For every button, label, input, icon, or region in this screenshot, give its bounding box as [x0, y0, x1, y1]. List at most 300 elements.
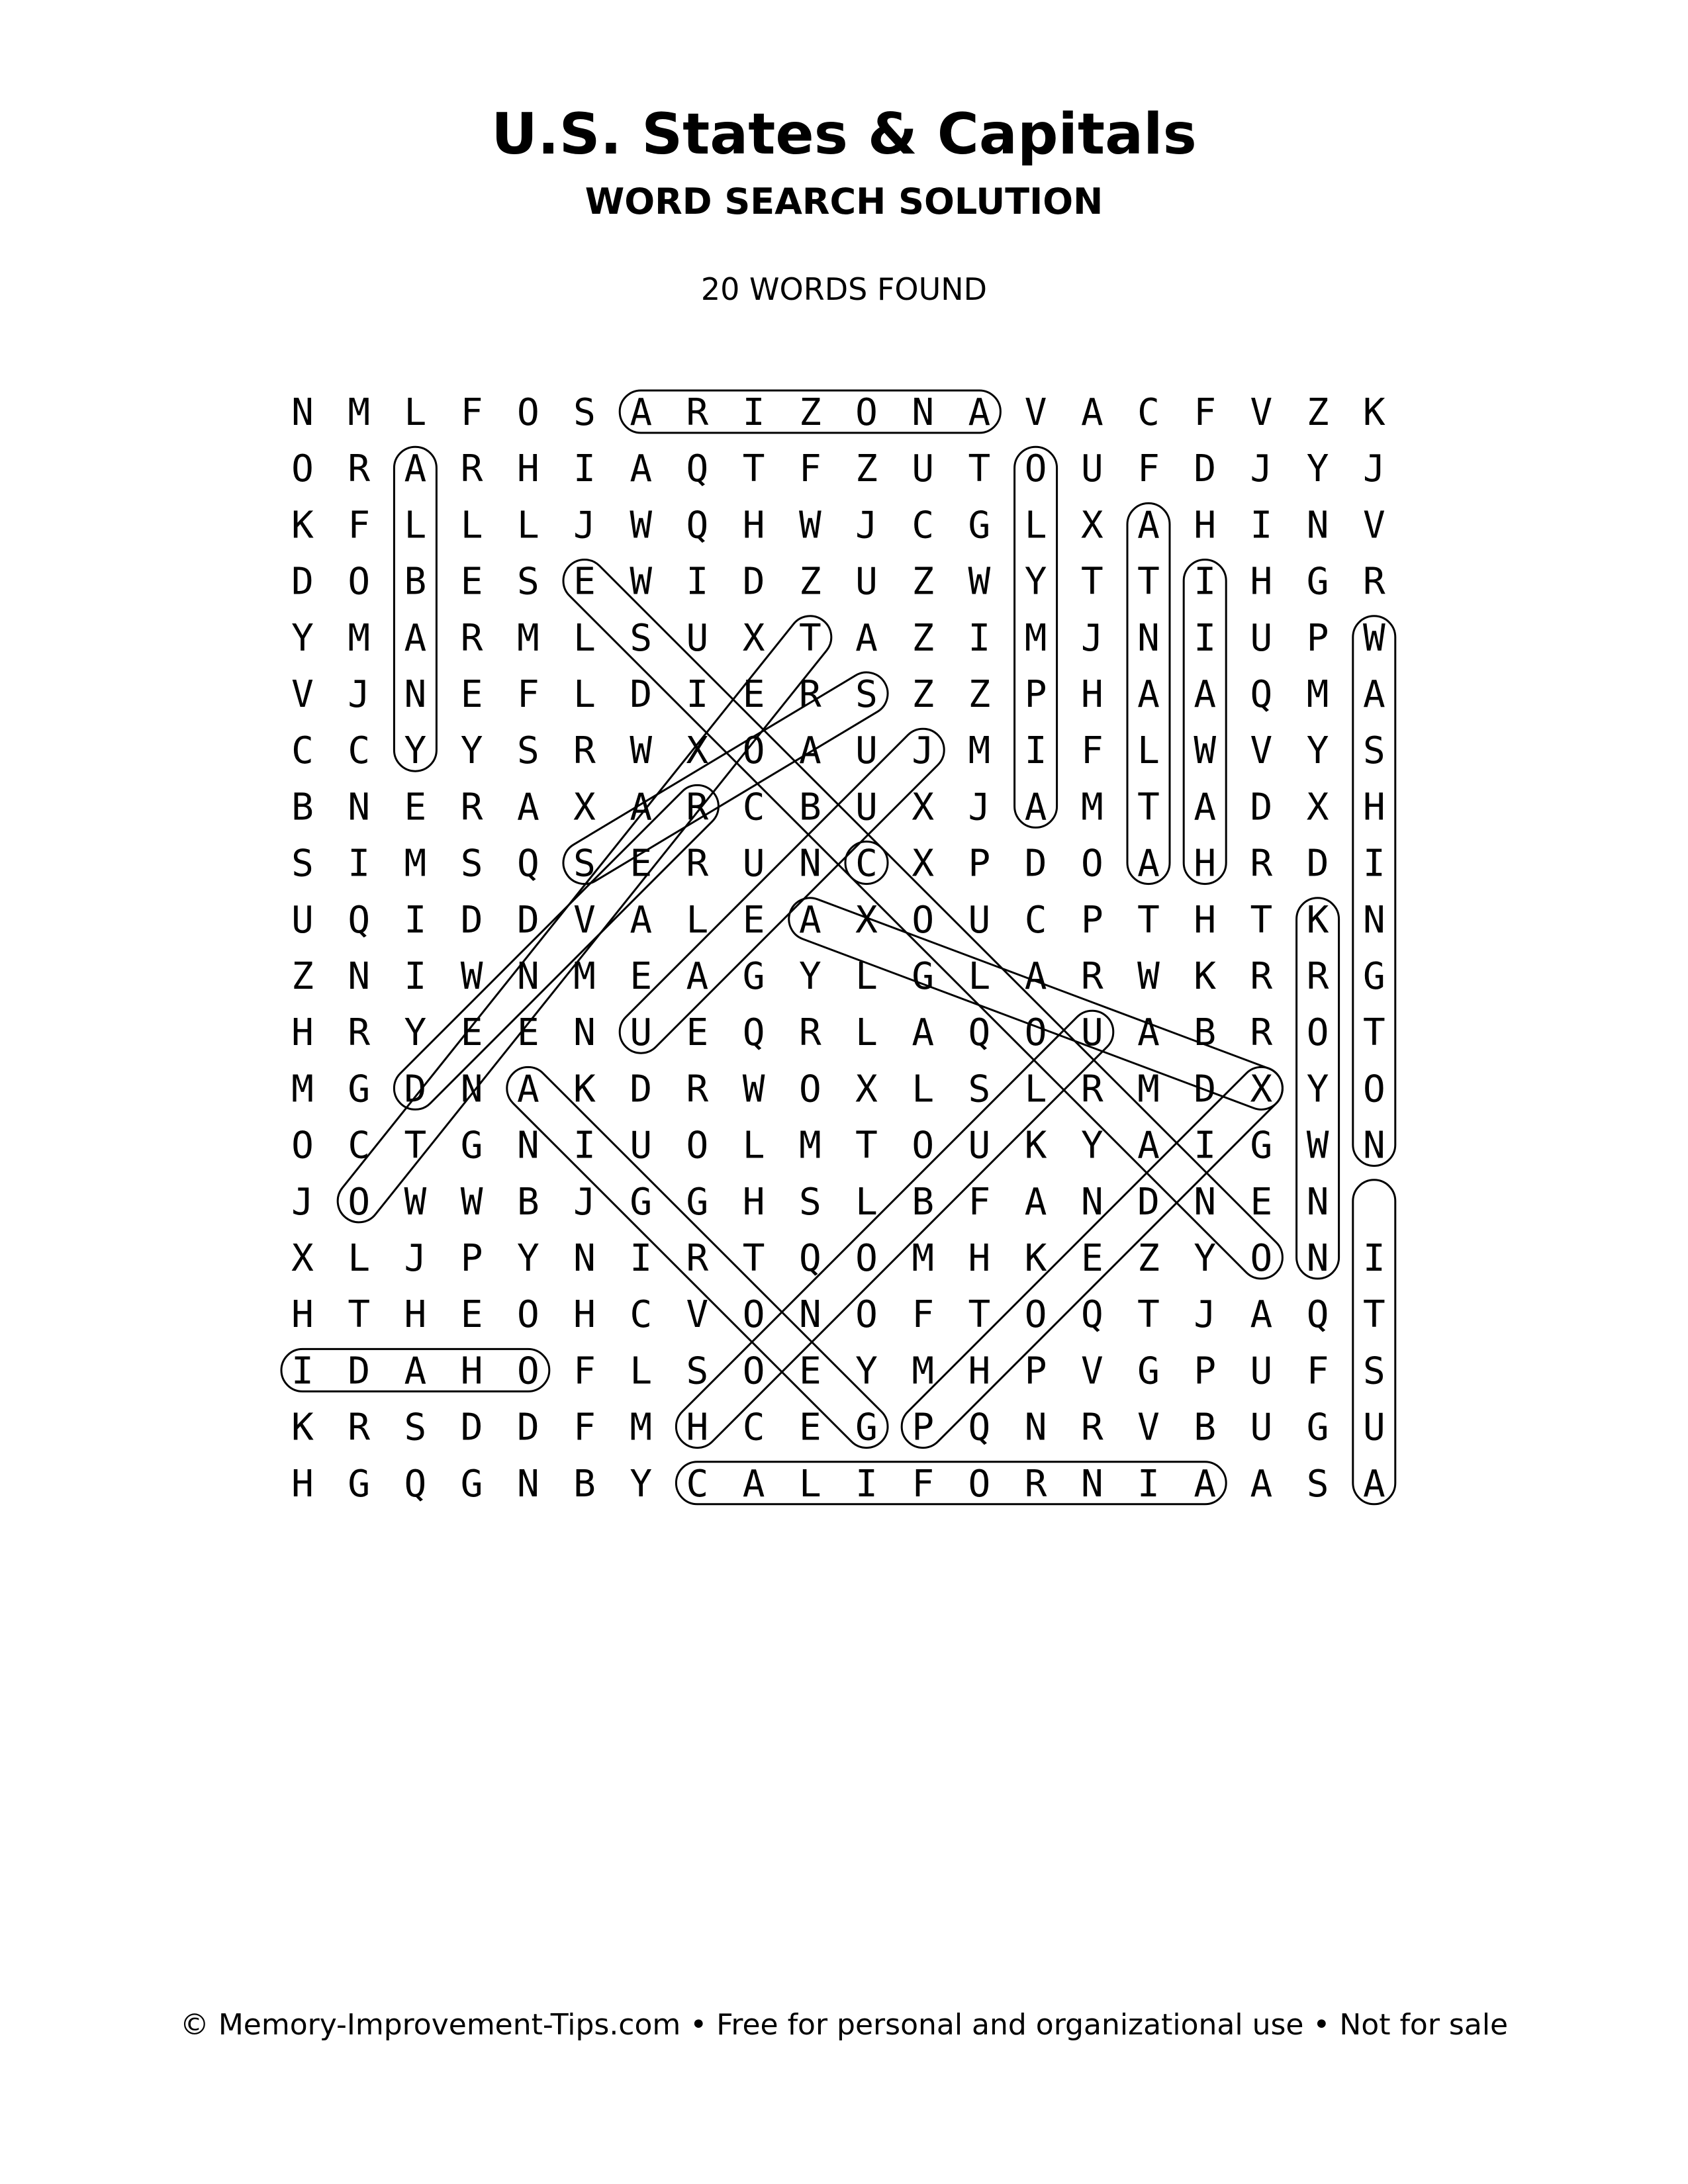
- grid-letter: G: [1362, 955, 1385, 998]
- grid-letter: O: [1024, 447, 1047, 491]
- grid-letter: Y: [630, 1462, 653, 1506]
- grid-letter: G: [1250, 1124, 1273, 1167]
- grid-letter: S: [1362, 729, 1385, 773]
- grid-letter: R: [1306, 955, 1329, 998]
- grid-letter: Y: [291, 616, 314, 660]
- grid-letter: O: [291, 1124, 314, 1167]
- grid-letter: M: [348, 616, 371, 660]
- grid-letter: I: [1362, 842, 1385, 886]
- grid-letter: Q: [968, 1011, 991, 1055]
- grid-letter: T: [1137, 786, 1160, 829]
- grid-letter: N: [291, 391, 314, 434]
- grid-letter: U: [686, 616, 709, 660]
- grid-letter: H: [291, 1462, 314, 1506]
- grid-letter: R: [1080, 1406, 1103, 1449]
- grid-letter: Y: [1306, 447, 1329, 491]
- grid-letter: I: [742, 391, 765, 434]
- grid-letter: O: [912, 898, 935, 942]
- grid-letter: D: [1194, 447, 1217, 491]
- grid-letter: H: [1194, 504, 1217, 547]
- word-loop: [611, 720, 953, 1062]
- grid-letter: D: [516, 898, 539, 942]
- grid-letter: R: [1080, 1068, 1103, 1111]
- grid-letter: O: [291, 447, 314, 491]
- grid-letter: H: [291, 1011, 314, 1055]
- grid-letter: T: [404, 1124, 427, 1167]
- grid-letter: W: [630, 729, 653, 773]
- grid-letter: W: [968, 560, 991, 604]
- grid-letter: O: [516, 1293, 539, 1337]
- grid-letter: R: [686, 1237, 709, 1280]
- grid-letter: D: [516, 1406, 539, 1449]
- grid-letter: R: [1080, 955, 1103, 998]
- grid-letter: M: [968, 729, 991, 773]
- grid-letter: F: [1306, 1349, 1329, 1393]
- grid-letter: J: [573, 1180, 596, 1224]
- grid-letter: T: [1137, 560, 1160, 604]
- grid-letter: Y: [1194, 1237, 1217, 1280]
- grid-letter: E: [630, 842, 653, 886]
- grid-letter: D: [742, 560, 765, 604]
- grid-letter: Y: [855, 1349, 878, 1393]
- grid-letter: G: [1306, 560, 1329, 604]
- grid-letter: S: [798, 1180, 821, 1224]
- grid-letter: B: [404, 560, 427, 604]
- grid-letter: X: [686, 729, 709, 773]
- grid-letter: R: [686, 1068, 709, 1111]
- grid-letter: U: [1080, 1011, 1103, 1055]
- grid-letter: G: [348, 1462, 371, 1506]
- grid-letter: M: [516, 616, 539, 660]
- grid-letter: K: [291, 1406, 314, 1449]
- grid-letter: R: [1024, 1462, 1047, 1506]
- grid-letter: D: [1194, 1068, 1217, 1111]
- grid-letter: I: [404, 898, 427, 942]
- grid-letter: R: [686, 391, 709, 434]
- grid-letter: E: [798, 1349, 821, 1393]
- grid-letter: V: [573, 898, 596, 942]
- grid-letter: Q: [686, 504, 709, 547]
- grid-letter: S: [630, 616, 653, 660]
- grid-letter: L: [798, 1462, 821, 1506]
- grid-letter: I: [1194, 1124, 1217, 1167]
- grid-letter: T: [968, 1293, 991, 1337]
- grid-letter: C: [686, 1462, 709, 1506]
- grid-letter: V: [1250, 391, 1273, 434]
- grid-letter: I: [1362, 1237, 1385, 1280]
- grid-letter: L: [404, 391, 427, 434]
- grid-letter: G: [686, 1180, 709, 1224]
- grid-letter: A: [1137, 673, 1160, 716]
- grid-letter: J: [1250, 447, 1273, 491]
- grid-letter: I: [573, 1124, 596, 1167]
- word-loop: [385, 776, 727, 1118]
- grid-letter: M: [798, 1124, 821, 1167]
- word-loop: [1184, 560, 1226, 884]
- grid-letter: L: [573, 616, 596, 660]
- grid-letter: A: [1024, 1180, 1047, 1224]
- grid-letter: U: [855, 786, 878, 829]
- grid-letter: M: [573, 955, 596, 998]
- grid-letter: N: [1194, 1180, 1217, 1224]
- grid-letter: N: [1080, 1180, 1103, 1224]
- grid-letter: Q: [348, 898, 371, 942]
- grid-letter: K: [291, 504, 314, 547]
- grid-letter: Z: [912, 673, 935, 716]
- grid-letter: W: [742, 1068, 765, 1111]
- grid-letter: X: [291, 1237, 314, 1280]
- grid-letter: A: [630, 447, 653, 491]
- grid-letter: N: [1306, 1237, 1329, 1280]
- grid-letter: O: [1250, 1237, 1273, 1280]
- grid-letter: D: [460, 1406, 483, 1449]
- grid-letter: A: [1250, 1462, 1273, 1506]
- grid-letter: D: [1024, 842, 1047, 886]
- grid-letter: N: [573, 1011, 596, 1055]
- grid-letter: C: [1137, 391, 1160, 434]
- grid-letter: T: [798, 616, 821, 660]
- grid-letter: O: [686, 1124, 709, 1167]
- grid-letter: F: [968, 1180, 991, 1224]
- grid-letter: Z: [912, 616, 935, 660]
- grid-letter: O: [516, 391, 539, 434]
- grid-letter: W: [1194, 729, 1217, 773]
- grid-letter: Y: [1306, 1068, 1329, 1111]
- grid-letter: C: [912, 504, 935, 547]
- grid-letter: F: [912, 1462, 935, 1506]
- grid-letter: X: [855, 898, 878, 942]
- grid-letter: E: [798, 1406, 821, 1449]
- grid-letter: C: [1024, 898, 1047, 942]
- grid-letter: C: [742, 786, 765, 829]
- grid-letter: J: [1194, 1293, 1217, 1337]
- grid-letter: R: [798, 673, 821, 716]
- grid-letter: S: [855, 673, 878, 716]
- grid-letter: R: [1250, 1011, 1273, 1055]
- grid-letter: L: [573, 673, 596, 716]
- grid-letter: U: [1362, 1406, 1385, 1449]
- grid-letter: Q: [1250, 673, 1273, 716]
- grid-letter: L: [912, 1068, 935, 1111]
- grid-letter: I: [1250, 504, 1273, 547]
- grid-letter: O: [742, 1349, 765, 1393]
- grid-letter: M: [1080, 786, 1103, 829]
- grid-letter: W: [798, 504, 821, 547]
- grid-letter: F: [516, 673, 539, 716]
- grid-letter: C: [291, 729, 314, 773]
- page-subtitle: WORD SEARCH SOLUTION: [585, 181, 1103, 222]
- grid-letter: L: [855, 1011, 878, 1055]
- grid-letter: I: [1194, 616, 1217, 660]
- grid-letter: Q: [686, 447, 709, 491]
- grid-letter: C: [855, 842, 878, 886]
- grid-letter: U: [968, 1124, 991, 1167]
- grid-letter: P: [1306, 616, 1329, 660]
- grid-letter: A: [1362, 1462, 1385, 1506]
- grid-letter: F: [1080, 729, 1103, 773]
- grid-letter: S: [573, 842, 596, 886]
- grid-letter: N: [1137, 616, 1160, 660]
- grid-letter: Y: [1024, 560, 1047, 604]
- grid-letter: B: [798, 786, 821, 829]
- grid-letter: M: [912, 1349, 935, 1393]
- grid-letter: T: [855, 1124, 878, 1167]
- grid-letter: H: [404, 1293, 427, 1337]
- grid-letter: O: [1362, 1068, 1385, 1111]
- grid-letter: V: [1250, 729, 1273, 773]
- grid-letter: J: [573, 504, 596, 547]
- grid-letter: F: [573, 1406, 596, 1449]
- grid-letter: U: [1250, 1349, 1273, 1393]
- grid-letter: O: [968, 1462, 991, 1506]
- grid-letter: Y: [460, 729, 483, 773]
- grid-letter: A: [1024, 955, 1047, 998]
- grid-letter: B: [516, 1180, 539, 1224]
- grid-letter: U: [855, 729, 878, 773]
- grid-letter: V: [1080, 1349, 1103, 1393]
- grid-letter: I: [1137, 1462, 1160, 1506]
- grid-letter: Y: [1080, 1124, 1103, 1167]
- grid-letter: I: [404, 955, 427, 998]
- grid-letter: D: [460, 898, 483, 942]
- grid-letter: D: [630, 1068, 653, 1111]
- grid-letter: V: [1024, 391, 1047, 434]
- grid-letter: G: [460, 1124, 483, 1167]
- grid-letter: W: [460, 955, 483, 998]
- grid-letter: V: [1137, 1406, 1160, 1449]
- grid-letter: N: [573, 1237, 596, 1280]
- grid-letter: G: [1306, 1406, 1329, 1449]
- grid-letter: S: [460, 842, 483, 886]
- grid-letter: A: [968, 391, 991, 434]
- grid-letter: O: [912, 1124, 935, 1167]
- grid-letter: T: [1362, 1011, 1385, 1055]
- grid-letter: Z: [912, 560, 935, 604]
- grid-letter: L: [516, 504, 539, 547]
- grid-letter: V: [686, 1293, 709, 1337]
- grid-letter: P: [1024, 673, 1047, 716]
- grid-letter: Y: [1306, 729, 1329, 773]
- grid-letter: A: [404, 447, 427, 491]
- grid-letter: D: [291, 560, 314, 604]
- grid-letter: A: [1194, 673, 1217, 716]
- grid-letter: Y: [516, 1237, 539, 1280]
- grid-letter: A: [404, 1349, 427, 1393]
- grid-letter: O: [855, 391, 878, 434]
- grid-letter: P: [460, 1237, 483, 1280]
- grid-letter: C: [348, 729, 371, 773]
- grid-letter: J: [348, 673, 371, 716]
- grid-letter: A: [798, 898, 821, 942]
- grid-letter: Z: [1306, 391, 1329, 434]
- grid-letter: X: [573, 786, 596, 829]
- grid-letter: Y: [404, 729, 427, 773]
- grid-letter: U: [1250, 616, 1273, 660]
- grid-letter: Q: [968, 1406, 991, 1449]
- grid-letter: W: [1306, 1124, 1329, 1167]
- grid-letter: F: [1137, 447, 1160, 491]
- word-loop: [837, 833, 1291, 1287]
- grid-letter: D: [1306, 842, 1329, 886]
- grid-letter: A: [855, 616, 878, 660]
- grid-letter: U: [742, 842, 765, 886]
- grid-letter: W: [460, 1180, 483, 1224]
- grid-letter: X: [742, 616, 765, 660]
- grid-letter: O: [348, 1180, 371, 1224]
- grid-letter: R: [1250, 955, 1273, 998]
- grid-letter: N: [348, 786, 371, 829]
- grid-letter: P: [1080, 898, 1103, 942]
- grid-letter: R: [460, 786, 483, 829]
- grid-letter: I: [573, 447, 596, 491]
- grid-letter: H: [968, 1237, 991, 1280]
- grid-letter: O: [742, 1293, 765, 1337]
- grid-letter: A: [1080, 391, 1103, 434]
- grid-letter: B: [573, 1462, 596, 1506]
- grid-letter: N: [912, 391, 935, 434]
- grid-letter: U: [1080, 447, 1103, 491]
- grid-letter: H: [686, 1406, 709, 1449]
- grid-letter: J: [291, 1180, 314, 1224]
- grid-letter: H: [1194, 842, 1217, 886]
- grid-letter: N: [1080, 1462, 1103, 1506]
- grid-letter: K: [1024, 1124, 1047, 1167]
- grid-letter: I: [630, 1237, 653, 1280]
- grid-letter: R: [348, 1406, 371, 1449]
- grid-letter: E: [460, 673, 483, 716]
- grid-letter: A: [798, 729, 821, 773]
- grid-letter: Q: [516, 842, 539, 886]
- grid-letter: A: [1362, 673, 1385, 716]
- word-loop: [394, 447, 436, 771]
- grid-letter: R: [1362, 560, 1385, 604]
- grid-letter: L: [460, 504, 483, 547]
- grid-letter: X: [855, 1068, 878, 1111]
- grid-letter: O: [1024, 1293, 1047, 1337]
- grid-letter: N: [1306, 1180, 1329, 1224]
- grid-letter: W: [630, 560, 653, 604]
- grid-letter: A: [686, 955, 709, 998]
- grid-letter: O: [1024, 1011, 1047, 1055]
- grid-letter: I: [291, 1349, 314, 1393]
- grid-letter: N: [798, 842, 821, 886]
- grid-letter: A: [1137, 842, 1160, 886]
- grid-letter: H: [1362, 786, 1385, 829]
- grid-letter: Z: [855, 447, 878, 491]
- word-loop: [1353, 1180, 1395, 1504]
- word-loop: [667, 1002, 1122, 1457]
- grid-letter: M: [1024, 616, 1047, 660]
- grid-letter: Z: [798, 391, 821, 434]
- grid-letter: A: [404, 616, 427, 660]
- grid-letter: M: [1137, 1068, 1160, 1111]
- grid-letter: Z: [968, 673, 991, 716]
- grid-letter: L: [855, 1180, 878, 1224]
- grid-letter: T: [742, 1237, 765, 1280]
- grid-letter: A: [1194, 786, 1217, 829]
- grid-letter: W: [1137, 955, 1160, 998]
- grid-letter: M: [404, 842, 427, 886]
- grid-letter: X: [912, 842, 935, 886]
- grid-letter: A: [630, 898, 653, 942]
- grid-letter: H: [742, 1180, 765, 1224]
- grid-letter: E: [1250, 1180, 1273, 1224]
- grid-letter: H: [968, 1349, 991, 1393]
- grid-letter: U: [291, 898, 314, 942]
- grid-letter: W: [630, 504, 653, 547]
- grid-letter: N: [1362, 898, 1385, 942]
- grid-letter: E: [460, 560, 483, 604]
- grid-letter: R: [460, 447, 483, 491]
- footer-copyright: © Memory-Improvement-Tips.com • Free for personal and organizational use • Not for sale: [179, 2008, 1509, 2042]
- grid-letter: M: [291, 1068, 314, 1111]
- grid-letter: B: [912, 1180, 935, 1224]
- grid-letter: X: [1306, 786, 1329, 829]
- grid-letter: G: [1137, 1349, 1160, 1393]
- grid-letter: A: [1137, 1124, 1160, 1167]
- grid-letter: Y: [798, 955, 821, 998]
- grid-letter: T: [348, 1293, 371, 1337]
- grid-letter: U: [968, 898, 991, 942]
- grid-letter: G: [855, 1406, 878, 1449]
- grid-letter: T: [1250, 898, 1273, 942]
- grid-letter: N: [348, 955, 371, 998]
- grid-letter: A: [1194, 1462, 1217, 1506]
- grid-letter: R: [798, 1011, 821, 1055]
- grid-letter: S: [686, 1349, 709, 1393]
- grid-letter: T: [968, 447, 991, 491]
- grid-letter: G: [348, 1068, 371, 1111]
- grid-letter: S: [573, 391, 596, 434]
- grid-letter: J: [1362, 447, 1385, 491]
- grid-letter: D: [1137, 1180, 1160, 1224]
- grid-letter: X: [912, 786, 935, 829]
- grid-letter: E: [460, 1293, 483, 1337]
- grid-letter: B: [1194, 1406, 1217, 1449]
- grid-letter: P: [968, 842, 991, 886]
- grid-letter: I: [686, 673, 709, 716]
- grid-letter: L: [686, 898, 709, 942]
- grid-letter: L: [1024, 1068, 1047, 1111]
- grid-letter: O: [798, 1068, 821, 1111]
- grid-letter: F: [460, 391, 483, 434]
- grid-letter: E: [742, 673, 765, 716]
- grid-letter: T: [1080, 560, 1103, 604]
- grid-letter: O: [742, 729, 765, 773]
- grid-letter: A: [912, 1011, 935, 1055]
- grid-letter: P: [912, 1406, 935, 1449]
- grid-letter: G: [968, 504, 991, 547]
- grid-letter: M: [348, 391, 371, 434]
- grid-letter: T: [742, 447, 765, 491]
- grid-letter: S: [1306, 1462, 1329, 1506]
- grid-letter: N: [1024, 1406, 1047, 1449]
- grid-letter: B: [1194, 1011, 1217, 1055]
- grid-letter: J: [404, 1237, 427, 1280]
- grid-letter: C: [630, 1293, 653, 1337]
- grid-letter: A: [742, 1462, 765, 1506]
- grid-letter: Y: [404, 1011, 427, 1055]
- grid-letter: U: [1250, 1406, 1273, 1449]
- grid-letter: A: [630, 391, 653, 434]
- grid-letter: W: [404, 1180, 427, 1224]
- grid-letter: I: [968, 616, 991, 660]
- grid-letter: S: [968, 1068, 991, 1111]
- grid-letter: K: [1024, 1237, 1047, 1280]
- grid-letter: H: [1250, 560, 1273, 604]
- grid-letter: B: [291, 786, 314, 829]
- grid-letter: C: [348, 1124, 371, 1167]
